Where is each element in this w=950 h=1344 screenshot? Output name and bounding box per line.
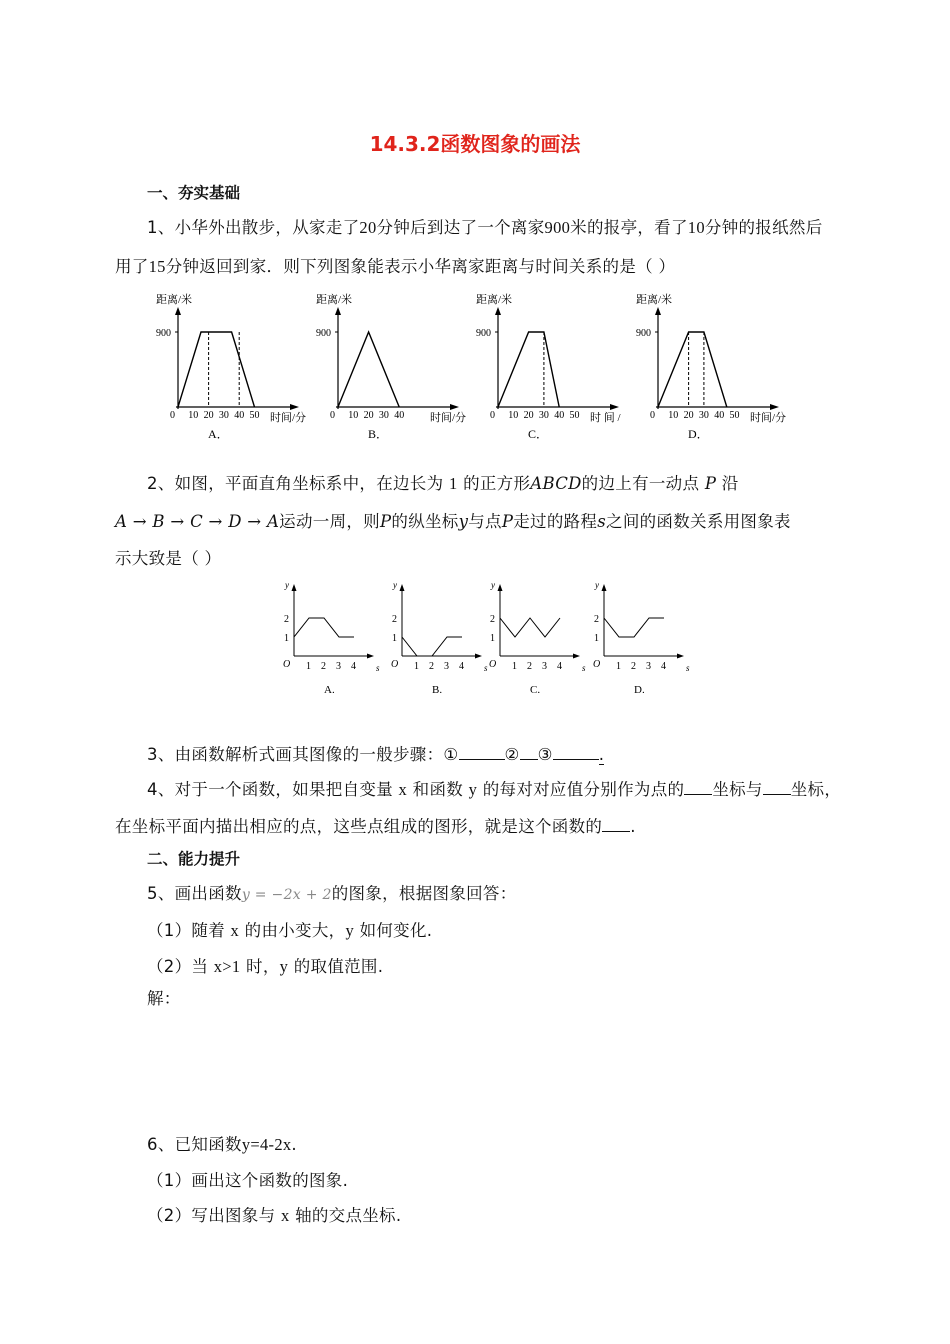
origin-label: O: [283, 659, 291, 670]
section-heading-advanced: 二、能力提升: [147, 850, 241, 868]
x-tick-label: 0: [330, 410, 335, 421]
q4-text: 在坐标平面内描出相应的点，这些点组成的图形，就是这个函数的: [115, 817, 603, 836]
x-axis-label: 时间/分: [270, 412, 307, 424]
x-tick-label: 10: [348, 410, 359, 421]
q1-text: 分钟后到达了一个离家: [376, 218, 545, 237]
x-axis-label: s: [582, 663, 586, 673]
x-tick-label: 4: [351, 661, 356, 672]
x-tick-label: 0: [650, 410, 655, 421]
question-2-line-2: [115, 508, 791, 532]
y-tick-label: 1: [284, 633, 289, 644]
x-tick-label: 2: [631, 661, 636, 672]
x-tick-label: 2: [429, 661, 434, 672]
q2-num-1: 1: [448, 474, 458, 493]
q4-blank-2[interactable]: [763, 780, 791, 795]
q3-blank-1[interactable]: [459, 745, 505, 760]
q4-text: 坐标与: [712, 780, 763, 799]
q6-text: （2）写出图象与: [147, 1206, 276, 1225]
question-4-line-2: [115, 813, 636, 837]
origin-label: O: [391, 659, 399, 670]
q5-condition: x>1: [213, 957, 241, 976]
y-axis-label: y: [285, 580, 289, 590]
y-arrow: [292, 584, 297, 591]
x-arrow: [610, 404, 619, 410]
x-tick-label: 20: [523, 410, 534, 421]
q2-text: 之间的函数关系用图象表: [606, 512, 791, 531]
x-tick-label: 1: [616, 661, 621, 672]
q4-text: 的每对对应值分别作为点的: [482, 780, 685, 799]
q6-var-x: x: [280, 1206, 290, 1225]
page-title: 14.3.2函数图象的画法: [369, 132, 581, 156]
graph-label: B.: [432, 684, 443, 696]
q2-text: 沿: [721, 474, 739, 493]
x-arrow: [677, 654, 684, 659]
q2-text: 2、如图，平面直角坐标系中，在边长为: [147, 474, 444, 493]
graph-label: D.: [634, 684, 645, 696]
q2-var-s: s: [597, 512, 607, 531]
q4-text: 4、对于一个函数，如果把自变量: [147, 780, 393, 799]
y-tick-label: 1: [594, 633, 599, 644]
x-tick-label: 0: [170, 410, 175, 421]
q6-text: 轴的交点坐标.: [295, 1206, 402, 1225]
y-vs-s-line: [294, 618, 354, 637]
x-tick-label: 4: [557, 661, 562, 672]
q2-text: 的边上有一动点: [581, 474, 700, 493]
y-axis-label: 距离/米: [476, 294, 513, 306]
x-tick-label: 20: [683, 410, 694, 421]
q1-text: 1、小华外出散步，从家走了: [147, 218, 360, 237]
question-5-part-1: [147, 917, 432, 941]
x-axis-label: 时 间 /: [590, 412, 621, 424]
q2-graph-a: [283, 580, 380, 696]
q4-text: 坐标，: [790, 780, 842, 799]
q3-text: 3、由函数解析式画其图像的一般步骤：①: [147, 745, 459, 764]
q2-graph-b: [391, 580, 488, 696]
q1-num-20: 20: [359, 218, 377, 237]
q2-text: 与点: [468, 512, 502, 531]
x-axis-label: s: [484, 663, 488, 673]
x-tick-label: 1: [414, 661, 419, 672]
x-arrow: [290, 404, 299, 410]
graph-label: C.: [530, 684, 541, 696]
q6-formula: y=4-2x: [241, 1135, 292, 1154]
q5-var-x: x: [230, 921, 240, 940]
q5-formula: y = −2x + 2: [241, 887, 332, 903]
origin-label: O: [593, 659, 601, 670]
q2-point-p: P: [704, 474, 717, 493]
y-arrow: [400, 584, 405, 591]
q2-path: A → B → C → D → A: [115, 512, 280, 531]
x-tick-label: 3: [542, 661, 547, 672]
q1-graph-b: [316, 292, 466, 441]
q3-circle-2: ②: [504, 745, 520, 764]
question-6-part-2: [147, 1202, 401, 1226]
x-arrow: [770, 404, 779, 410]
q2-square-abcd: ABCD: [530, 474, 582, 493]
x-tick-label: 50: [729, 410, 740, 421]
q6-text: .: [291, 1135, 297, 1154]
x-tick-label: 2: [527, 661, 532, 672]
x-tick-label: 30: [698, 410, 709, 421]
y-vs-s-line: [604, 618, 664, 637]
x-tick-label: 20: [203, 410, 214, 421]
x-tick-label: 1: [306, 661, 311, 672]
q4-var-x: x: [398, 780, 408, 799]
q5-var-y: y: [345, 921, 355, 940]
y-arrow: [602, 584, 607, 591]
y-tick-900: 900: [636, 328, 651, 339]
x-tick-label: 4: [459, 661, 464, 672]
question-2-line-3: 示大致是（ ）: [115, 549, 222, 568]
q4-blank-3[interactable]: [602, 817, 630, 832]
x-arrow: [475, 654, 482, 659]
q5-text: 如何变化.: [359, 921, 433, 940]
q5-text: 时，: [246, 957, 280, 976]
question-2-line-1: [147, 470, 739, 494]
q1-text: 分钟返回到家．则下列图象能表示小华离家距离与时间关系的是（ ）: [165, 257, 676, 276]
origin-label: O: [489, 659, 497, 670]
question-5: [147, 880, 517, 904]
x-tick-label: 10: [188, 410, 199, 421]
q1-num-15: 15: [148, 257, 166, 276]
x-tick-label: 40: [554, 410, 565, 421]
q2-var-y: y: [458, 512, 469, 531]
distance-line: [338, 332, 399, 407]
y-tick-label: 2: [490, 614, 495, 625]
question-3: [147, 741, 604, 765]
q1-graph-c: [476, 292, 621, 441]
x-tick-label: 3: [444, 661, 449, 672]
q2-text: 运动一周，则: [279, 512, 380, 531]
y-tick-label: 1: [490, 633, 495, 644]
q5-text: （1）随着: [147, 921, 225, 940]
x-tick-label: 40: [394, 410, 405, 421]
q4-var-y: y: [468, 780, 478, 799]
y-arrow: [495, 307, 501, 315]
q3-blank-2[interactable]: [520, 745, 538, 760]
y-axis-label: 距离/米: [636, 294, 673, 306]
q3-blank-3[interactable]: [553, 745, 599, 760]
question-6: [147, 1131, 297, 1155]
x-tick-label: 40: [714, 410, 725, 421]
y-tick-900: 900: [316, 328, 331, 339]
y-tick-900: 900: [476, 328, 491, 339]
q1-text: 米的报亭，看了: [570, 218, 688, 237]
y-arrow: [655, 307, 661, 315]
x-arrow: [367, 654, 374, 659]
distance-line: [498, 332, 559, 407]
q2-text: 走过的路程: [513, 512, 598, 531]
x-tick-label: 30: [378, 410, 389, 421]
x-tick-label: 40: [234, 410, 245, 421]
question-6-part-1: （1）画出这个函数的图象.: [147, 1171, 349, 1190]
q3-end: .: [598, 745, 605, 764]
question-5-solution: 解：: [147, 989, 181, 1008]
q1-text: 用了: [115, 257, 149, 276]
x-tick-label: 3: [646, 661, 651, 672]
q3-circle-3: ③: [537, 745, 553, 764]
q1-graph-d: [636, 292, 786, 441]
y-axis-label: 距离/米: [316, 294, 353, 306]
x-tick-label: 30: [538, 410, 549, 421]
x-tick-label: 10: [668, 410, 679, 421]
q2-graphs: [280, 578, 700, 703]
y-arrow: [335, 307, 341, 315]
q1-text: 分钟的报纸然后: [704, 218, 823, 237]
x-tick-label: 1: [512, 661, 517, 672]
y-tick-900: 900: [156, 328, 171, 339]
y-axis-label: y: [595, 580, 599, 590]
q2-point-p: P: [379, 512, 392, 531]
x-axis-label: 时间/分: [750, 412, 787, 424]
x-tick-label: 10: [508, 410, 519, 421]
y-tick-label: 1: [392, 633, 397, 644]
q1-graph-a: [156, 292, 306, 441]
x-axis-label: 时间/分: [430, 412, 467, 424]
x-arrow: [573, 654, 580, 659]
q2-graph-c: [489, 580, 586, 696]
x-axis-label: s: [686, 663, 690, 673]
y-axis-label: 距离/米: [156, 294, 193, 306]
graph-label: A.: [324, 684, 335, 696]
graph-label: C．: [528, 427, 549, 441]
x-tick-label: 2: [321, 661, 326, 672]
x-tick-label: 20: [363, 410, 374, 421]
y-vs-s-line: [402, 637, 462, 656]
q5-text: 的图象，根据图象回答：: [331, 884, 517, 903]
graph-label: B．: [368, 427, 389, 441]
y-arrow: [175, 307, 181, 315]
x-tick-label: 4: [661, 661, 666, 672]
question-1-line-2: [115, 253, 675, 277]
y-tick-label: 2: [392, 614, 397, 625]
x-tick-label: 0: [490, 410, 495, 421]
x-tick-label: 3: [336, 661, 341, 672]
distance-line: [658, 332, 727, 407]
x-tick-label: 30: [218, 410, 229, 421]
y-axis-label: y: [393, 580, 397, 590]
q2-text: 的正方形: [463, 474, 531, 493]
graph-label: A．: [208, 427, 229, 441]
q5-text: 5、画出函数: [147, 884, 242, 903]
q5-text: 的取值范围.: [293, 957, 384, 976]
x-tick-label: 50: [249, 410, 260, 421]
y-tick-label: 2: [284, 614, 289, 625]
q1-graphs: [150, 288, 810, 448]
question-1-line-1: [147, 214, 823, 238]
distance-line: [178, 332, 255, 407]
x-axis-label: s: [376, 663, 380, 673]
q4-blank-1[interactable]: [684, 780, 712, 795]
q2-text: 的纵坐标: [391, 512, 459, 531]
x-arrow: [450, 404, 459, 410]
y-arrow: [498, 584, 503, 591]
graph-label: D．: [688, 427, 709, 441]
q2-graph-d: [593, 580, 690, 696]
q1-num-900: 900: [544, 218, 571, 237]
section-heading-basic: 一、夯实基础: [147, 184, 241, 202]
q5-var-y: y: [279, 957, 289, 976]
q2-point-p: P: [501, 512, 514, 531]
question-5-part-2: [147, 953, 383, 977]
x-tick-label: 50: [569, 410, 580, 421]
q4-text: .: [630, 817, 636, 836]
question-4-line-1: [147, 776, 841, 800]
q5-text: （2）当: [147, 957, 209, 976]
y-axis-label: y: [491, 580, 495, 590]
q5-text: 的由小变大，: [244, 921, 346, 940]
q4-text: 和函数: [412, 780, 464, 799]
y-vs-s-line: [500, 618, 560, 637]
q1-num-10: 10: [687, 218, 705, 237]
q6-text: 6、已知函数: [147, 1135, 242, 1154]
y-tick-label: 2: [594, 614, 599, 625]
